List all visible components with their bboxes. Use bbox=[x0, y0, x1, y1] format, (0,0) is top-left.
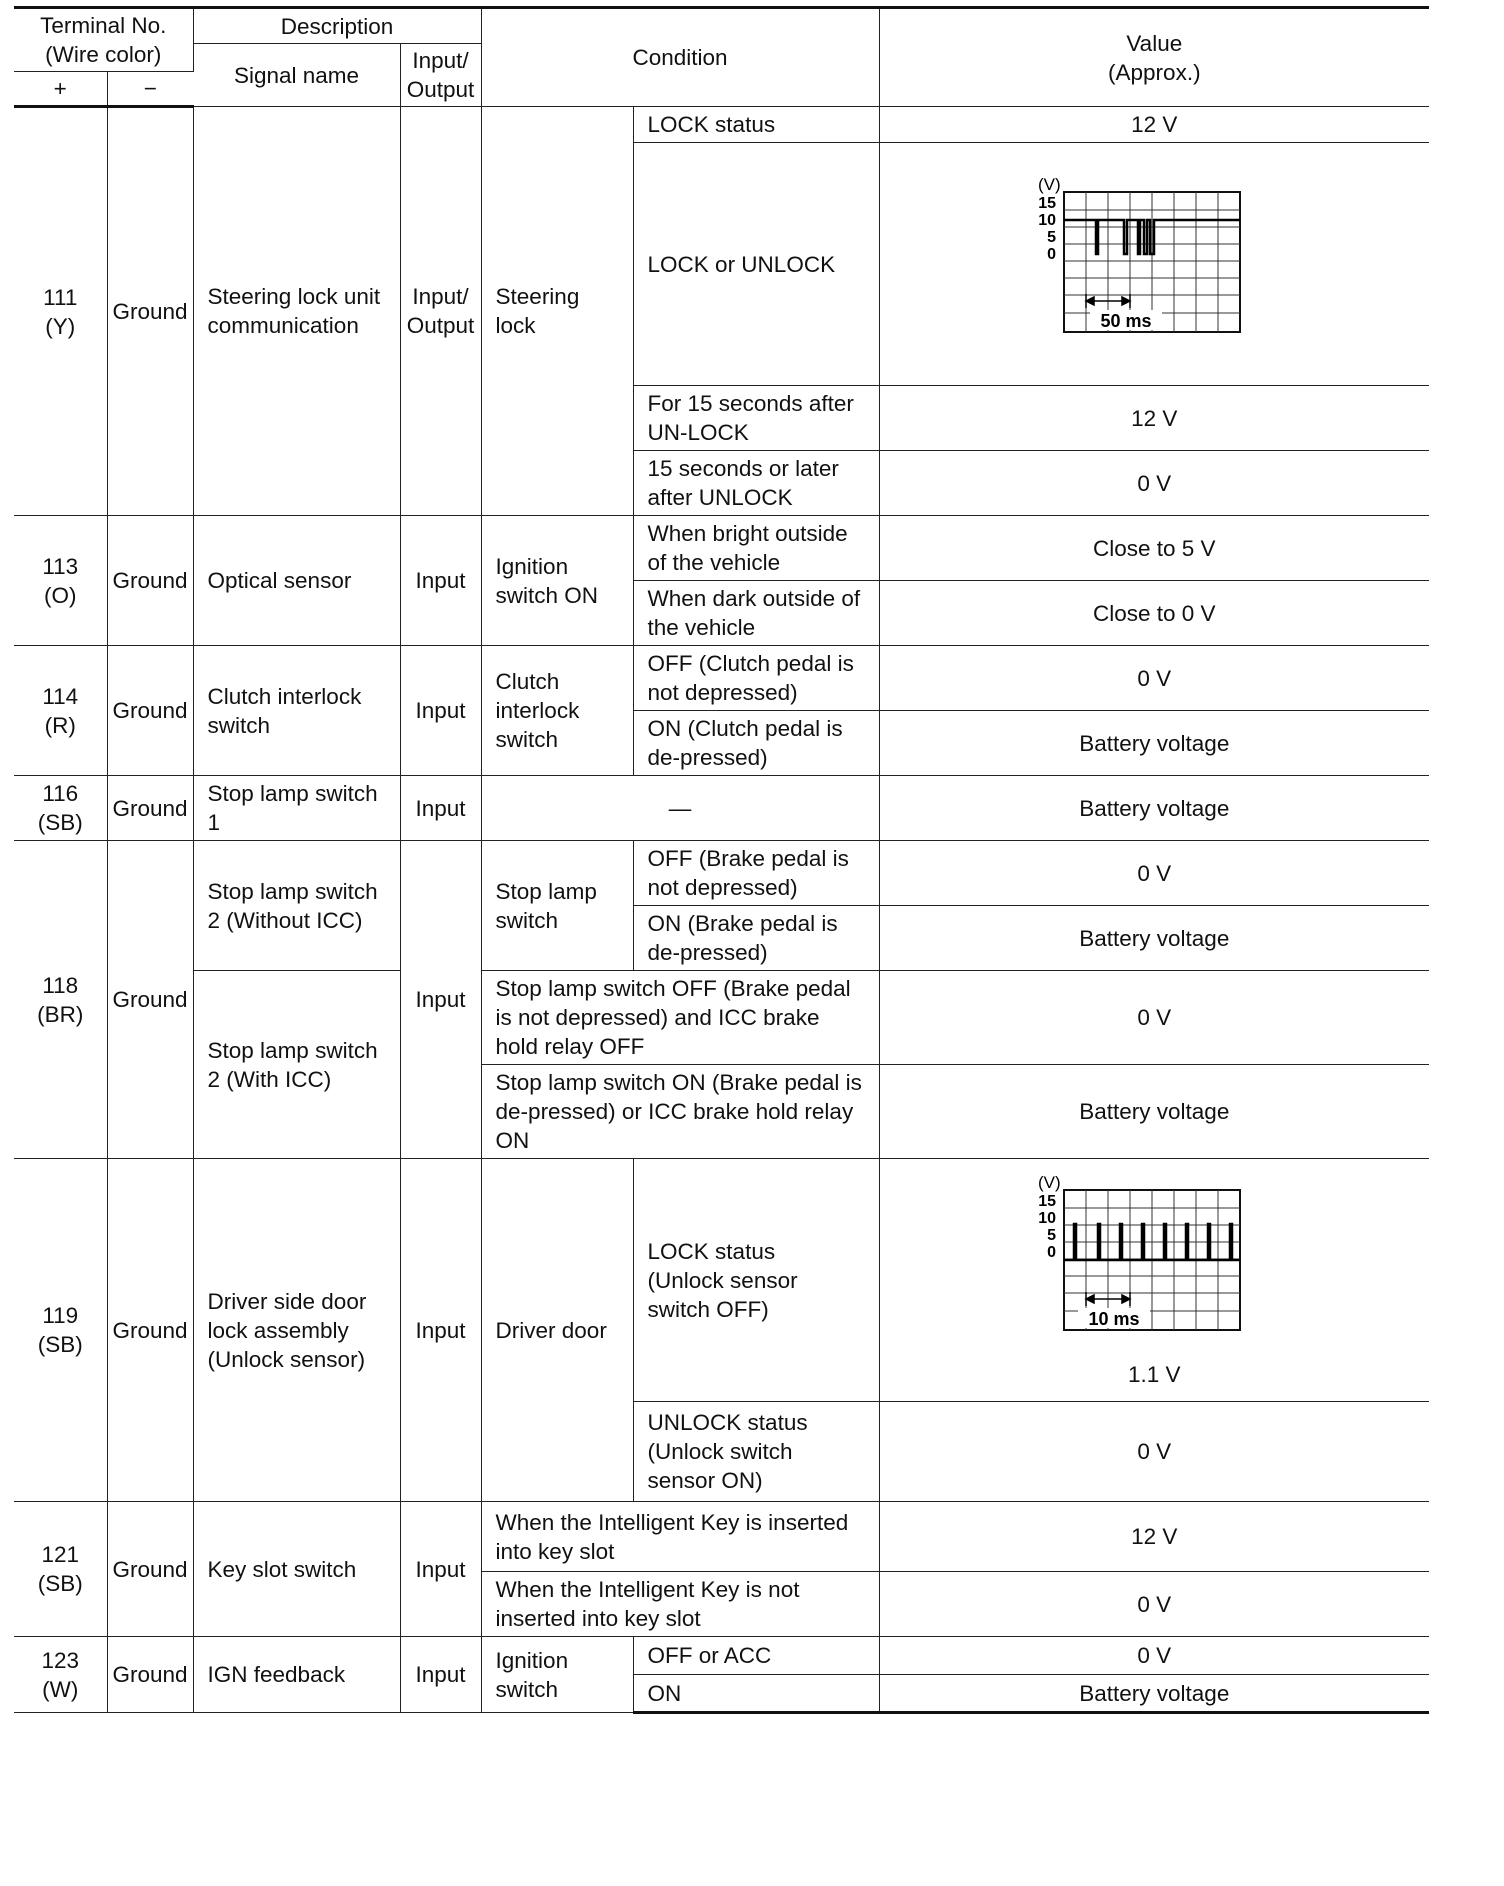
approx-label: (Approx.) bbox=[1108, 59, 1201, 85]
table-row bbox=[14, 1502, 1429, 1572]
sub-condition-cell: LOCK status bbox=[633, 107, 879, 143]
value-cell: 12 V bbox=[879, 1502, 1429, 1572]
condition-header: Condition bbox=[481, 8, 879, 107]
terminal-number: 114 bbox=[42, 683, 79, 709]
waveform-tick: 5 bbox=[1047, 229, 1057, 246]
waveform-period-label: 50 ms bbox=[1100, 311, 1152, 331]
table-row bbox=[14, 841, 1429, 906]
sub-condition-cell bbox=[633, 1159, 879, 1402]
terminal-no-label: Terminal No. bbox=[40, 13, 167, 38]
sub-condition-cell: When dark outside of the vehicle bbox=[633, 581, 879, 646]
input-output-label-2: Output bbox=[406, 77, 475, 102]
table-row bbox=[14, 1159, 1429, 1402]
waveform-chart-50ms bbox=[1034, 174, 1274, 354]
waveform-tick: 10 bbox=[1038, 1209, 1057, 1227]
sub-condition-cell: When the Intelligent Key is not inserted into key slot bbox=[481, 1572, 879, 1637]
terminal-table-page bbox=[14, 6, 1429, 1714]
ground-cell: Ground bbox=[107, 516, 193, 646]
signal-name-cell: Stop lamp switch 2 (With ICC) bbox=[193, 971, 400, 1159]
table-row bbox=[14, 971, 1429, 1065]
waveform-value: 1.1 V bbox=[1128, 1361, 1181, 1387]
value-cell: 0 V bbox=[879, 1572, 1429, 1637]
value-cell: Close to 5 V bbox=[879, 516, 1429, 581]
wire-color: (Y) bbox=[45, 313, 76, 339]
condition-cell: Steering lock bbox=[481, 107, 633, 516]
ground-cell: Ground bbox=[107, 646, 193, 776]
signal-name-cell: Optical sensor bbox=[193, 516, 400, 646]
io-label-1: Input/ bbox=[412, 284, 469, 309]
value-cell: Battery voltage bbox=[879, 711, 1429, 776]
terminal-number: 118 bbox=[42, 972, 79, 998]
value-cell: 0 V bbox=[879, 1402, 1429, 1502]
signal-name-cell: IGN feedback bbox=[193, 1637, 400, 1713]
wire-color: (W) bbox=[42, 1676, 79, 1702]
waveform-chart-10ms bbox=[1034, 1172, 1274, 1352]
sub-condition-cell: 15 seconds or later after UNLOCK bbox=[633, 451, 879, 516]
ground-cell: Ground bbox=[107, 107, 193, 516]
terminal-cell bbox=[14, 1502, 107, 1637]
signal-name-cell: Driver side door lock assembly (Unlock sensor) bbox=[193, 1159, 400, 1502]
terminal-cell bbox=[14, 646, 107, 776]
value-cell: Battery voltage bbox=[879, 776, 1429, 841]
sub-condition-cell: ON (Brake pedal is de-pressed) bbox=[633, 906, 879, 971]
terminal-number: 121 bbox=[41, 1542, 80, 1567]
value-header bbox=[879, 8, 1429, 107]
value-cell: 0 V bbox=[879, 971, 1429, 1065]
waveform-period-label: 10 ms bbox=[1088, 1308, 1140, 1329]
table-row bbox=[14, 516, 1429, 581]
ground-cell: Ground bbox=[107, 841, 193, 1159]
terminal-cell bbox=[14, 841, 107, 1159]
io-cell: Input bbox=[400, 516, 481, 646]
table-header bbox=[14, 8, 1429, 107]
terminal-table bbox=[14, 6, 1429, 1714]
minus-header: − bbox=[107, 72, 193, 107]
sub-condition-cell: OFF or ACC bbox=[633, 1637, 879, 1675]
waveform-tick: 0 bbox=[1047, 246, 1057, 263]
value-cell: 0 V bbox=[879, 841, 1429, 906]
description-header: Description bbox=[193, 8, 481, 44]
signal-name-cell: Key slot switch bbox=[193, 1502, 400, 1637]
terminal-cell bbox=[14, 516, 107, 646]
wire-color: (R) bbox=[44, 712, 76, 738]
condition-cell: — bbox=[481, 776, 879, 841]
waveform-tick: 10 bbox=[1038, 212, 1057, 229]
sub-condition-cell: Stop lamp switch OFF (Brake pedal is not depressed) and ICC brake hold relay OFF bbox=[481, 971, 879, 1065]
value-cell: 0 V bbox=[879, 646, 1429, 711]
io-cell: Input bbox=[400, 1637, 481, 1713]
sub-condition-cell: LOCK or UNLOCK bbox=[633, 143, 879, 386]
signal-name-cell: Stop lamp switch 1 bbox=[193, 776, 400, 841]
value-cell bbox=[879, 1159, 1429, 1402]
signal-name-cell: Steering lock unit communication bbox=[193, 107, 400, 516]
value-cell: 12 V bbox=[879, 107, 1429, 143]
value-cell: Battery voltage bbox=[879, 906, 1429, 971]
sub-condition-cell: For 15 seconds after UN-LOCK bbox=[633, 386, 879, 451]
ground-cell: Ground bbox=[107, 1637, 193, 1713]
sub-condition-cell: When the Intelligent Key is inserted into key slot bbox=[481, 1502, 879, 1572]
io-cell: Input bbox=[400, 646, 481, 776]
terminal-number: 123 bbox=[41, 1647, 80, 1673]
condition-cell: Ignition switch bbox=[481, 1637, 633, 1713]
wire-color: (SB) bbox=[37, 1571, 83, 1596]
ground-cell: Ground bbox=[107, 1159, 193, 1502]
table-row bbox=[14, 776, 1429, 841]
wire-color: (BR) bbox=[37, 1001, 84, 1027]
sub-condition-line-2: (Unlock switch sensor ON) bbox=[647, 1439, 793, 1493]
ground-cell: Ground bbox=[107, 776, 193, 841]
plus-header: + bbox=[14, 72, 107, 107]
waveform-tick: 5 bbox=[1047, 1226, 1057, 1244]
sub-condition-cell bbox=[633, 1402, 879, 1502]
value-cell: Close to 0 V bbox=[879, 581, 1429, 646]
condition-cell: Driver door bbox=[481, 1159, 633, 1502]
sub-condition-cell: Stop lamp switch ON (Brake pedal is de-pressed) or ICC brake hold relay ON bbox=[481, 1065, 879, 1159]
wire-color: (O) bbox=[44, 582, 77, 608]
waveform-tick: 0 bbox=[1047, 1243, 1057, 1261]
sub-condition-cell: OFF (Brake pedal is not depressed) bbox=[633, 841, 879, 906]
io-cell: Input bbox=[400, 1159, 481, 1502]
terminal-cell bbox=[14, 776, 107, 841]
waveform-tick: 15 bbox=[1038, 1192, 1057, 1210]
io-cell: Input bbox=[400, 841, 481, 1159]
io-cell: Input bbox=[400, 1502, 481, 1637]
value-cell: 12 V bbox=[879, 386, 1429, 451]
ground-cell: Ground bbox=[107, 1502, 193, 1637]
sub-condition-cell: OFF (Clutch pedal is not depressed) bbox=[633, 646, 879, 711]
io-cell: Input bbox=[400, 776, 481, 841]
wire-color: (SB) bbox=[37, 1332, 83, 1357]
value-cell: 0 V bbox=[879, 1637, 1429, 1675]
value-cell bbox=[879, 143, 1429, 386]
sub-condition-line-1: UNLOCK status bbox=[647, 1410, 808, 1435]
signal-name-cell: Clutch interlock switch bbox=[193, 646, 400, 776]
io-cell bbox=[400, 107, 481, 516]
wire-color-label: (Wire color) bbox=[45, 42, 162, 67]
io-label-2: Output bbox=[406, 313, 475, 338]
terminal-number: 111 bbox=[43, 284, 78, 310]
condition-cell: Ignition switch ON bbox=[481, 516, 633, 646]
sub-condition-cell: When bright outside of the vehicle bbox=[633, 516, 879, 581]
terminal-cell bbox=[14, 107, 107, 516]
signal-name-header: Signal name bbox=[193, 44, 400, 107]
condition-cell: Stop lamp switch bbox=[481, 841, 633, 971]
value-cell: Battery voltage bbox=[879, 1065, 1429, 1159]
value-label: Value bbox=[1126, 30, 1183, 56]
value-cell: 0 V bbox=[879, 451, 1429, 516]
value-cell: Battery voltage bbox=[879, 1675, 1429, 1713]
sub-condition-cell: ON bbox=[633, 1675, 879, 1713]
sub-condition-cell: ON (Clutch pedal is de-pressed) bbox=[633, 711, 879, 776]
waveform-tick: 15 bbox=[1038, 195, 1057, 212]
sub-condition-line-1: LOCK status bbox=[647, 1238, 776, 1264]
terminal-number: 119 bbox=[42, 1303, 79, 1328]
condition-cell: Clutch interlock switch bbox=[481, 646, 633, 776]
table-row bbox=[14, 1637, 1429, 1675]
input-output-header bbox=[400, 44, 481, 107]
waveform-unit: (V) bbox=[1038, 175, 1061, 194]
terminal-cell bbox=[14, 1159, 107, 1502]
terminal-cell bbox=[14, 1637, 107, 1713]
terminal-number: 113 bbox=[42, 553, 79, 579]
signal-name-cell: Stop lamp switch 2 (Without ICC) bbox=[193, 841, 400, 971]
wire-color: (SB) bbox=[37, 810, 83, 835]
waveform-unit: (V) bbox=[1038, 1172, 1061, 1192]
table-row bbox=[14, 107, 1429, 143]
terminal-number: 116 bbox=[42, 781, 79, 806]
table-row bbox=[14, 646, 1429, 711]
input-output-label-1: Input/ bbox=[412, 48, 469, 73]
sub-condition-line-2: (Unlock sensor switch OFF) bbox=[647, 1267, 798, 1322]
terminal-no-header bbox=[14, 8, 193, 72]
